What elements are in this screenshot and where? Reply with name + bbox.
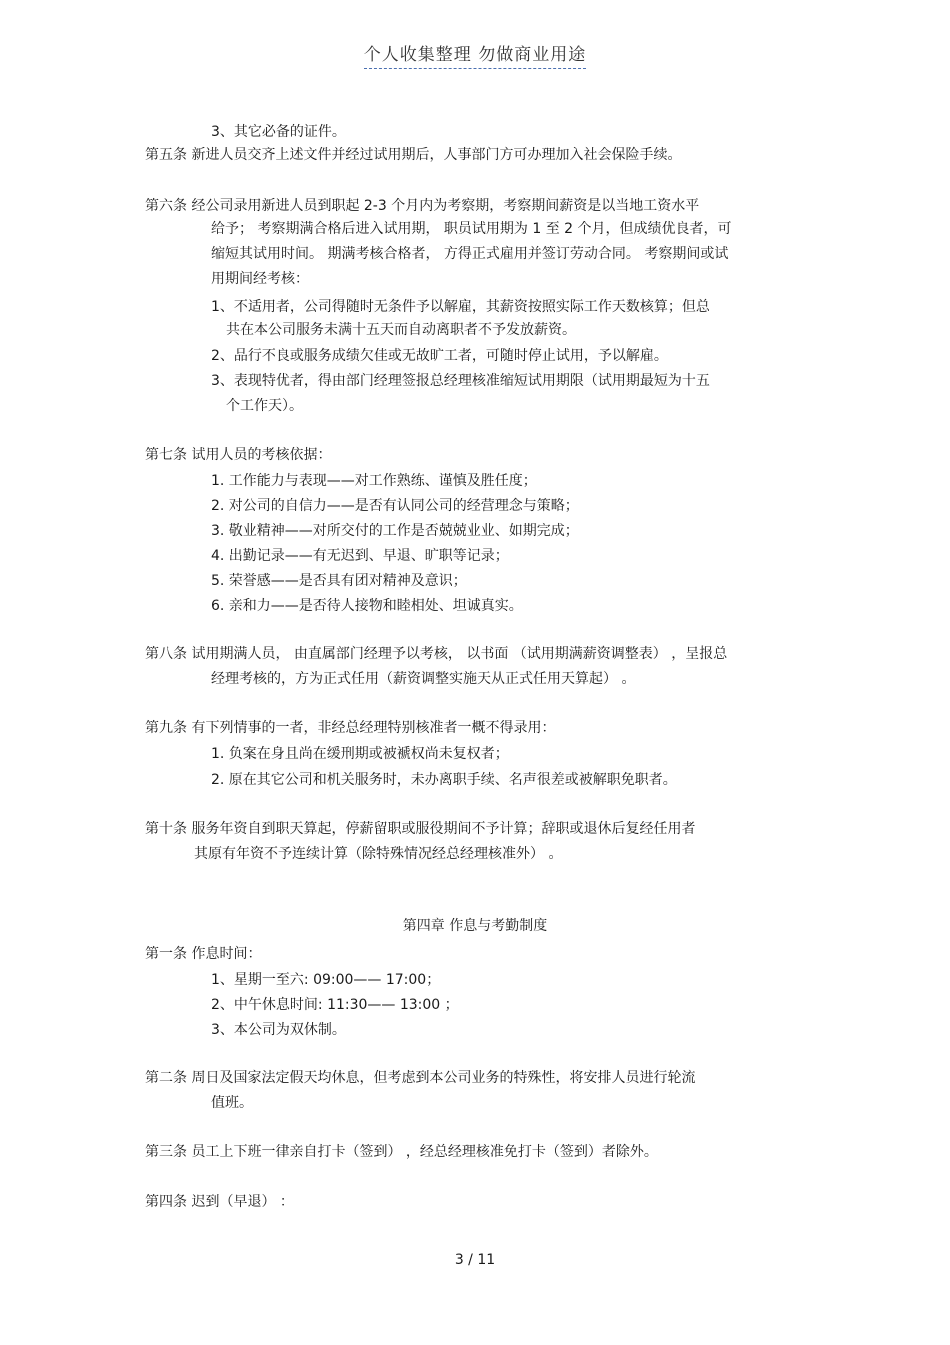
text-line: 给予； 考察期满合格后进入试用期， 职员试用期为 1 至 2 个月，但成绩优良者，可 <box>211 221 732 237</box>
text-line: 2. 原在其它公司和机关服务时，未办离职手续、名声很差或被解职免职者。 <box>211 772 677 788</box>
text-line: 3、表现特优者，得由部门经理签报总经理核准缩短试用期限（试用期最短为十五 <box>211 373 710 389</box>
text-line: 用期间经考核： <box>211 271 309 287</box>
text-line: 第八条 试用期满人员， 由直属部门经理予以考核， 以书面 （试用期满薪资调整表） ，呈报总 <box>145 646 728 662</box>
text-line: 其原有年资不予连续计算（除特殊情况经总经理核准外） 。 <box>194 846 563 862</box>
text-line: 第九条 有下列情事的一者，非经总经理特别核准者一概不得录用： <box>145 720 556 736</box>
text-line: 第一条 作息时间： <box>145 946 262 962</box>
text-line: 3、本公司为双休制。 <box>211 1022 346 1038</box>
text-line: 1、星期一至六: 09:00—— 17:00； <box>211 972 441 988</box>
text-line: 3. 敬业精神——对所交付的工作是否兢兢业业、如期完成； <box>211 523 579 539</box>
text-line: 经理考核的，方为正式任用（薪资调整实施天从正式任用天算起） 。 <box>211 671 636 687</box>
text-line: 第六条 经公司录用新进人员到职起 2-3 个月内为考察期，考察期间薪资是以当地工资水平 <box>145 198 700 214</box>
page-header <box>0 40 950 69</box>
text-line: 第七条 试用人员的考核依据： <box>145 447 332 463</box>
text-line: 第四条 迟到（早退） ： <box>145 1194 294 1210</box>
text-line: 个工作天）。 <box>226 398 303 414</box>
text-line: 4. 出勤记录——有无迟到、早退、旷职等记录； <box>211 548 509 564</box>
text-line: 2. 对公司的自信力——是否有认同公司的经营理念与策略； <box>211 498 579 514</box>
text-line: 5. 荣誉感——是否具有团对精神及意识； <box>211 573 467 589</box>
text-line: 第十条 服务年资自到职天算起，停薪留职或服役期间不予计算；辞职或退休后复经任用者 <box>145 821 696 837</box>
text-line: 缩短其试用时间。 期满考核合格者， 方得正式雇用并签订劳动合同。 考察期间或试 <box>211 246 729 262</box>
text-line: 2、中午休息时间: 11:30—— 13:00 ； <box>211 997 459 1013</box>
text-line: 6. 亲和力——是否待人接物和睦相处、坦诚真实。 <box>211 598 523 614</box>
text-line: 1. 负案在身且尚在缓刑期或被褫权尚未复权者； <box>211 746 509 762</box>
text-line: 第五条 新进人员交齐上述文件并经过试用期后，人事部门方可办理加入社会保险手续。 <box>145 147 682 163</box>
text-line: 1、不适用者，公司得随时无条件予以解雇，其薪资按照实际工作天数核算；但总 <box>211 299 710 315</box>
text-line: 第二条 周日及国家法定假天均休息，但考虑到本公司业务的特殊性，将安排人员进行轮流 <box>145 1070 696 1086</box>
chapter-heading: 第四章 作息与考勤制度 <box>402 918 548 934</box>
text-line: 3、其它必备的证件。 <box>211 124 346 140</box>
header-title: 个人收集整理 勿做商业用途 <box>364 40 586 69</box>
text-line: 1. 工作能力与表现——对工作熟练、谨慎及胜任度； <box>211 473 537 489</box>
text-line: 2、品行不良或服务成绩欠佳或无故旷工者，可随时停止试用，予以解雇。 <box>211 348 668 364</box>
text-line: 共在本公司服务未满十五天而自动离职者不予发放薪资。 <box>226 322 576 338</box>
text-line: 值班。 <box>211 1095 253 1111</box>
text-line: 第三条 员工上下班一律亲自打卡（签到） ，经总经理核准免打卡（签到）者除外。 <box>145 1144 658 1160</box>
page-number: 3 / 11 <box>454 1252 496 1268</box>
